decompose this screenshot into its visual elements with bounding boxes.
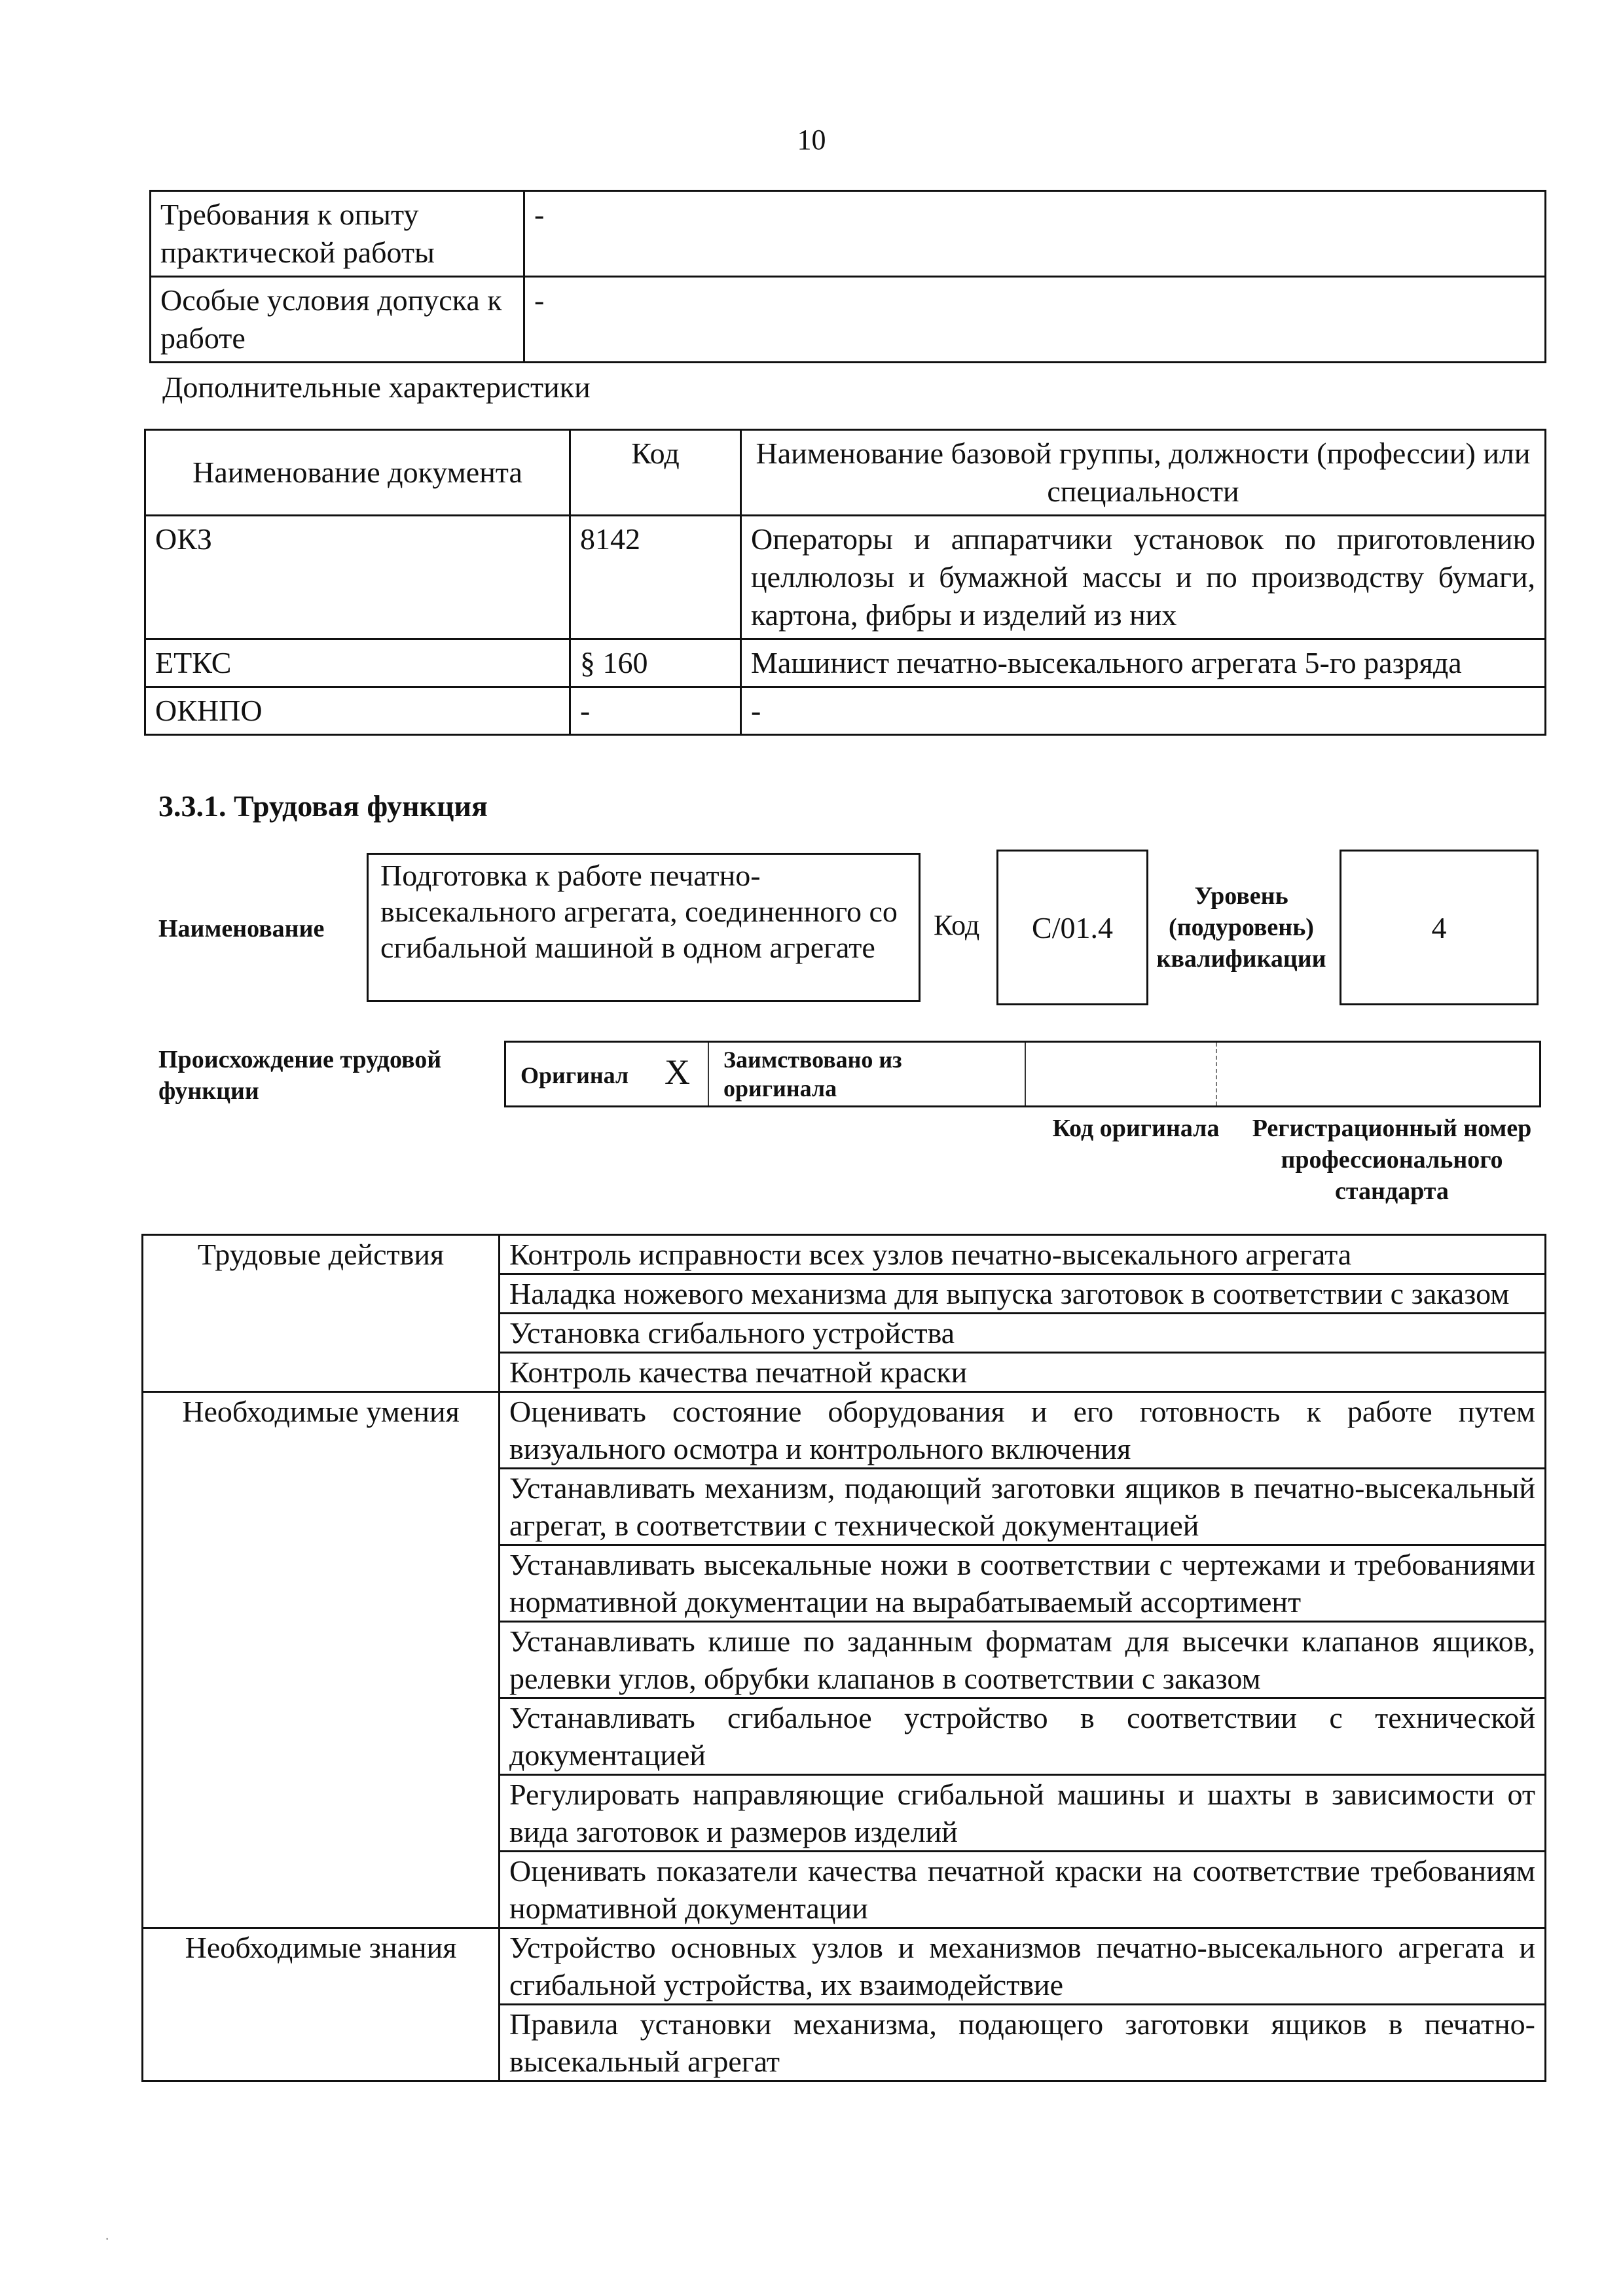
level-box: 4 xyxy=(1340,850,1539,1005)
cell-group: Операторы и аппаратчики установок по приготовлению целлюлозы и бумажной массы и по производству бумаги, картона, фибры и изделий из них xyxy=(741,516,1546,639)
details-label: Трудовые действия xyxy=(143,1235,500,1392)
code-label: Код xyxy=(934,909,980,941)
additional-table xyxy=(144,429,1546,736)
table-row xyxy=(145,687,1546,735)
details-table xyxy=(141,1234,1546,2082)
requirement-value: - xyxy=(524,277,1546,363)
origin-original-label: Оригинал xyxy=(520,1062,629,1088)
details-label: Необходимые знания xyxy=(143,1928,500,2081)
table-row xyxy=(145,516,1546,639)
origin-reg-number-cell xyxy=(1217,1043,1543,1105)
function-code-box: C/01.4 xyxy=(996,850,1148,1005)
details-item: Устанавливать клише по заданным форматам для высечки клапанов ящиков, релевки углов, обрубки клапанов в соответствии с заказом xyxy=(500,1622,1546,1698)
origin-label: Происхождение трудовой функции xyxy=(158,1046,442,1105)
cell-code: 8142 xyxy=(570,516,741,639)
requirement-label: Особые условия допуска к работе xyxy=(151,277,524,363)
name-label: Наименование xyxy=(158,915,325,942)
origin-code-caption: Код оригинала xyxy=(1052,1115,1220,1142)
details-item: Устройство основных узлов и механизмов печатно-высекального агрегата и сгибальной устройства, их взаимодействие xyxy=(500,1928,1546,2005)
origin-code-cell xyxy=(1026,1043,1217,1105)
table-row xyxy=(143,1928,1546,2005)
details-item: Контроль исправности всех узлов печатно-высекального агрегата xyxy=(500,1235,1546,1274)
table-row xyxy=(151,191,1546,277)
details-item: Устанавливать высекальные ножи в соответствии с чертежами и требованиями нормативной документации на вырабатываемый ассортимент xyxy=(500,1545,1546,1622)
cell-document: ОКНПО xyxy=(145,687,570,735)
details-item: Устанавливать механизм, подающий заготовки ящиков в печатно-высекальный агрегат, в соответствии с технической документацией xyxy=(500,1469,1546,1545)
origin-row xyxy=(504,1041,1541,1107)
requirements-table xyxy=(149,190,1546,363)
origin-borrowed-cell xyxy=(709,1043,1026,1105)
details-item: Оценивать состояние оборудования и его готовность к работе путем визуального осмотра и контрольного включения xyxy=(500,1392,1546,1469)
additional-title: Дополнительные характеристики xyxy=(162,370,591,404)
page-number: 10 xyxy=(797,124,826,156)
section-title: 3.3.1. Трудовая функция xyxy=(158,789,488,823)
table-row xyxy=(143,1235,1546,1274)
details-item: Контроль качества печатной краски xyxy=(500,1353,1546,1392)
table-header-row xyxy=(145,430,1546,516)
table-row xyxy=(145,639,1546,687)
details-item: Регулировать направляющие сгибальной машины и шахты в зависимости от вида заготовок и размеров изделий xyxy=(500,1775,1546,1852)
table-row xyxy=(143,1392,1546,1469)
cell-group: Машинист печатно-высекального агрегата 5-го разряда xyxy=(741,639,1546,687)
origin-reg-caption: Регистрационный номер профессионального стандарта xyxy=(1252,1115,1532,1205)
header-code: Код xyxy=(570,430,741,516)
cell-group: - xyxy=(741,687,1546,735)
header-document: Наименование документа xyxy=(145,430,570,516)
cell-document: ОКЗ xyxy=(145,516,570,639)
origin-borrowed-label: Заимствовано из оригинала xyxy=(723,1047,902,1102)
function-name-box: Подготовка к работе печатно-высекального агрегата, соединенного со сгибальной машиной в одном агрегате xyxy=(367,853,921,1002)
requirement-value: - xyxy=(524,191,1546,277)
cell-code: - xyxy=(570,687,741,735)
details-item: Правила установки механизма, подающего заготовки ящиков в печатно-высекальный агрегат xyxy=(500,2005,1546,2081)
details-item: Оценивать показатели качества печатной краски на соответствие требованиям нормативной документации xyxy=(500,1852,1546,1928)
details-label: Необходимые умения xyxy=(143,1392,500,1928)
details-item: Установка сгибального устройства xyxy=(500,1314,1546,1353)
table-row xyxy=(151,277,1546,363)
cell-document: ЕТКС xyxy=(145,639,570,687)
details-item: Устанавливать сгибальное устройство в соответствии с технической документацией xyxy=(500,1698,1546,1775)
level-label: Уровень (подуровень) квалификации xyxy=(1156,882,1326,973)
scan-corner-mark: · xyxy=(105,2231,110,2247)
origin-original-cell xyxy=(506,1043,709,1105)
cell-code: § 160 xyxy=(570,639,741,687)
details-item: Наладка ножевого механизма для выпуска заготовок в соответствии с заказом xyxy=(500,1274,1546,1314)
header-group: Наименование базовой группы, должности (профессии) или специальности xyxy=(741,430,1546,516)
origin-check-mark: X xyxy=(665,1052,690,1092)
requirement-label: Требования к опыту практической работы xyxy=(151,191,524,277)
